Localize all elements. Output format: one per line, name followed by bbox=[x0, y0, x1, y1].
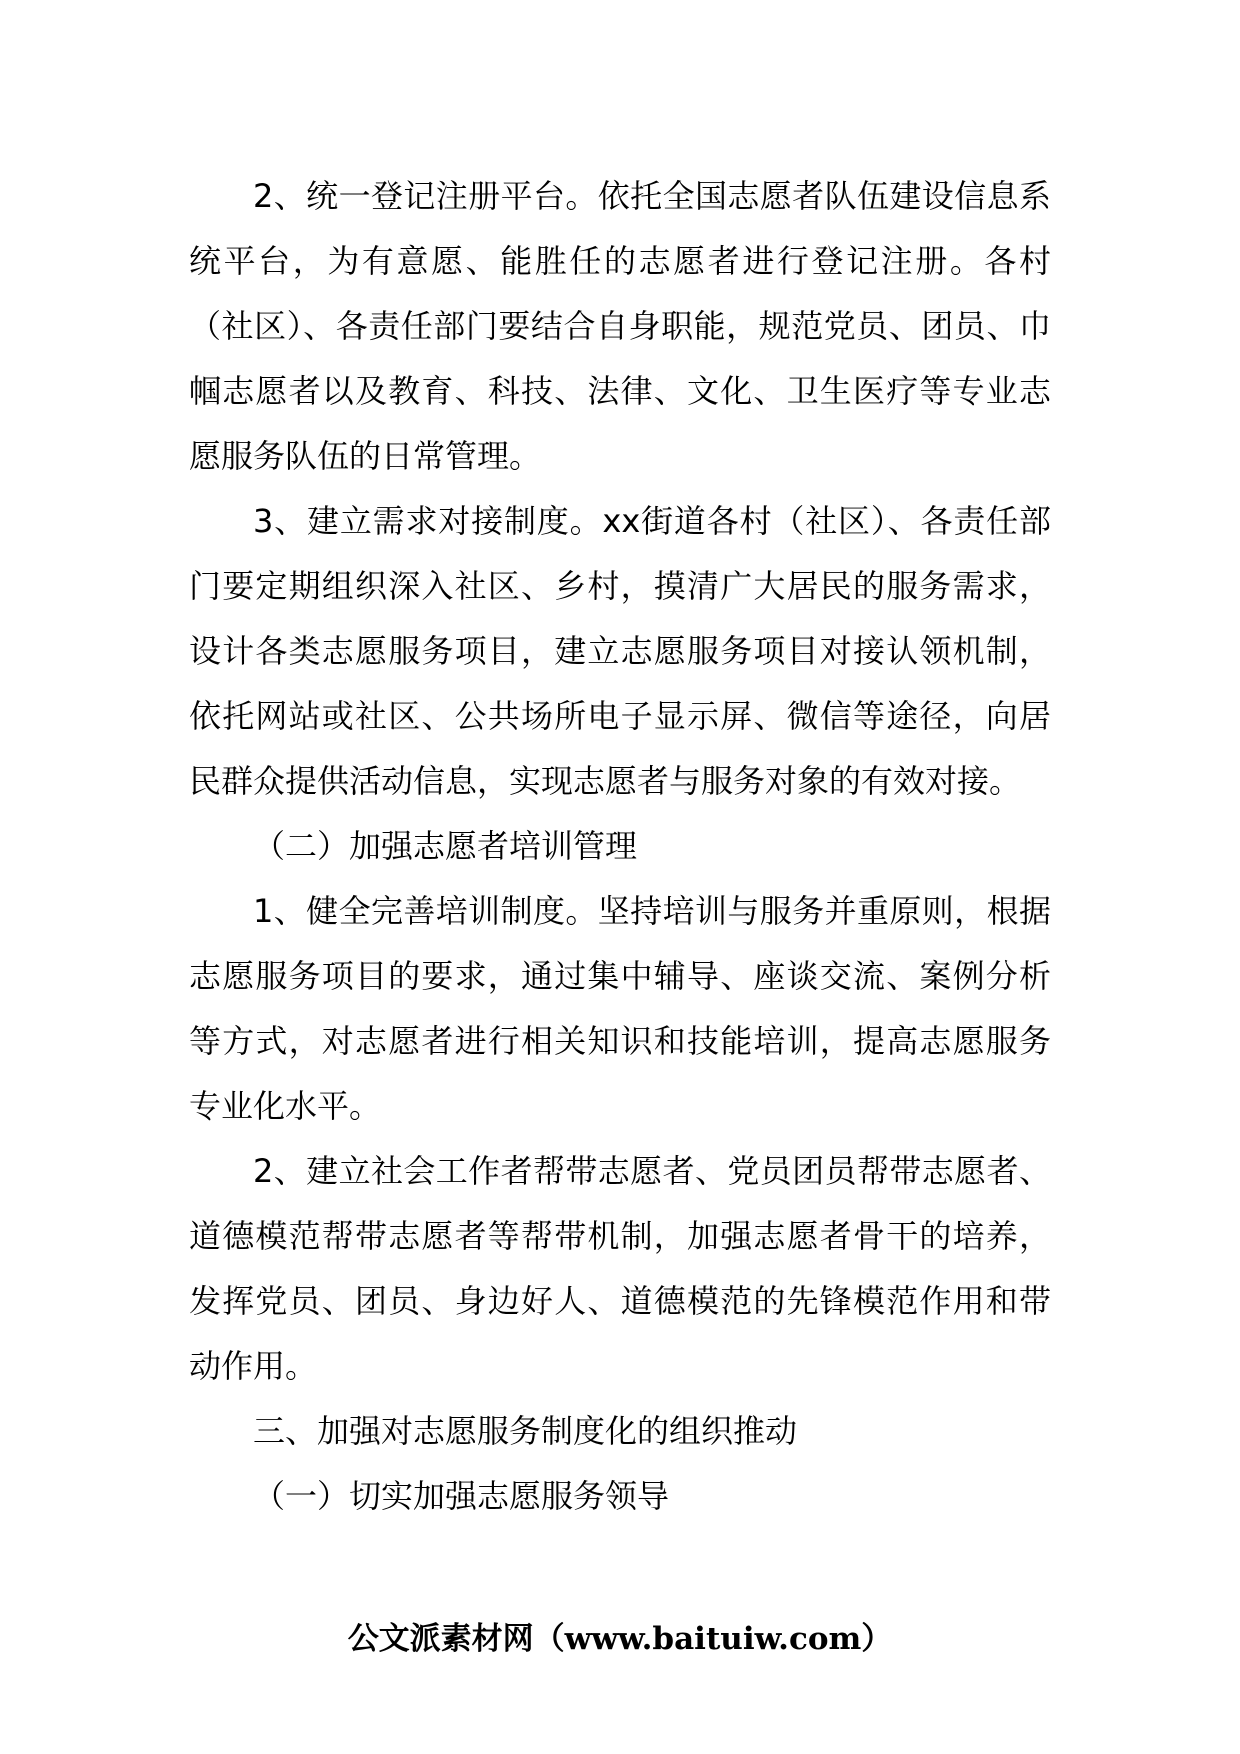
subsection-heading-leadership: （一）切实加强志愿服务领导 bbox=[253, 1477, 670, 1515]
paragraph-demand-matching: 3、建立需求对接制度。xx街道各村（社区）、各责任部门要定期组织深入社区、乡村，摸清广大居民的服务需求，设计各类志愿服务项目，建立志愿服务项目对接认领机制，依托网站或社区、公共场所电子显示屏、微信等途径，向居民群众提供活动信息，实现志愿者与服务对象的有效对接。 bbox=[189, 502, 1051, 800]
paragraph-registration-platform: 2、统一登记注册平台。依托全国志愿者队伍建设信息系统平台，为有意愿、能胜任的志愿者进行登记注册。各村（社区）、各责任部门要结合自身职能，规范党员、团员、巾帼志愿者以及教育、科技、法律、文化、卫生医疗等专业志愿服务队伍的日常管理。 bbox=[189, 177, 1051, 475]
footer-watermark: 公文派素材网（www.baituiw.com） bbox=[347, 1621, 893, 1657]
paragraph-training-system: 1、健全完善培训制度。坚持培训与服务并重原则，根据志愿服务项目的要求，通过集中辅导、座谈交流、案例分析等方式，对志愿者进行相关知识和技能培训，提高志愿服务专业化水平。 bbox=[189, 892, 1051, 1125]
paragraph-mentoring-mechanism: 2、建立社会工作者帮带志愿者、党员团员帮带志愿者、道德模范帮带志愿者等帮带机制，加强志愿者骨干的培养，发挥党员、团员、身边好人、道德模范的先锋模范作用和带动作用。 bbox=[189, 1152, 1051, 1385]
section-heading-organization: 三、加强对志愿服务制度化的组织推动 bbox=[253, 1412, 798, 1450]
section-heading-training: （二）加强志愿者培训管理 bbox=[253, 827, 638, 865]
document-body bbox=[189, 164, 1051, 1529]
